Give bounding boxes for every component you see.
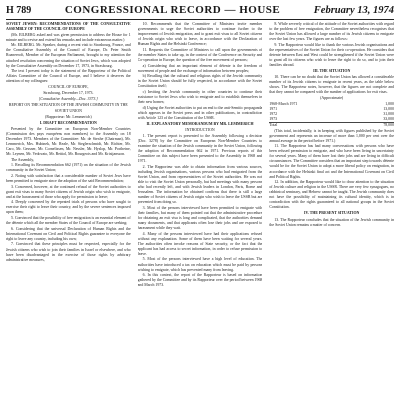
paragraph: (This total, incidentally, is in keeping with figures published by the Soviet government and represents an increase of more than 1,000 per cent over the annual average in the period before 1971.) [269, 128, 394, 143]
page-header [6, 4, 394, 18]
paragraph: Mr. EILBERG. Mr. Speaker, during a recent visit to Strasbourg, France, and the Consultative Assembly of the Council of Europe, Dr. Peter Smith Roaneeroft, Member of the European Parliament, brought to my attention the attached resolution concerning the situation of Soviet Jews, which was adopted by the Consultative Assembly on December 17, 1973, in Strasbourg. [6, 43, 131, 68]
section-heading: (Rapporteur: Mr. Lemmerich) [45, 114, 92, 119]
section-heading: III. THE SITUATION [313, 69, 351, 74]
paragraph: 8. While severely critical of the attitude of the Soviet authorities with regard to the problem of free emigration, the Committee nevertheless recognises that the Soviet Union has allowed a large number of its Jewish citizens to emigrate over the last few years. The figures are as follows: [269, 22, 394, 42]
paragraph: b) Recalling that the cultural and religious rights of the Jewish community in the Soviet Union should be fully respected, in accordance with the Soviet Constitution itself; [137, 74, 263, 89]
section-heading: II. EXPLANATORY MEMORANDUM BY MR. LEMMERICH [146, 121, 254, 126]
journal-title: CONGRESSIONAL RECORD — HOUSE [64, 4, 281, 16]
paragraph: 12. In addition, the Rapporteur would like to draw attention to the situation of Jewish culture and religion in the USSR. There are very few synagogues, no rabbinical seminary, and Hebrew cannot be taught. The Jewish community does not have the possibility of maintaining its cultural identity, which is in contradiction with the rights guaranteed to all national groups in the Soviet Constitution. [269, 180, 394, 210]
paragraph: 3. Concerned, however, at the continued refusal of the Soviet authorities to grant exit visas to many Soviet citizens of Jewish origin who wish to emigrate, and at the harassment of those who apply for permission to leave; [6, 184, 131, 199]
article-headline: SOVIET JEWRY: RECOMMENDATIONS OF THE CONSULTATIVE ASSEMBLY OF THE COUNCIL OF EUROPE [6, 22, 131, 32]
table-cell-count: 78,000 [383, 123, 394, 128]
paragraph: Presented by the Committee on European Non-Member Countries (Commission des pays européens non membres) to the Assembly on 18 December 1973. Members of the Committee: Mr. de Stexhe (Chairman), Mr. Lemmerich, Mrs. Hubinek, Mr. Reale, Mr. Sieglerschmidt, Mr. Richter, Mr. Caro, Mr. Gessner, Mr. Cornelissen, Mr. Nessler, Mr. Hyslop, Mr. Portheine, Mr. Leynen, Mr. Vedovato, Mr. Bettiol, Mr. Bourgeois and Mr. Kristjansson. [6, 126, 131, 156]
emigration-table-row [269, 117, 394, 122]
article-columns [6, 22, 394, 400]
paragraph: The Assembly, [11, 157, 35, 162]
table-cell-period: 1968-March 1971 [269, 102, 298, 107]
paragraph: 1. Recalling its Recommendation 662 (1971) on the situation of the Jewish community in the Soviet Union; [6, 163, 131, 173]
header-rule [6, 19, 394, 20]
table-cell-count: 1,000 [385, 102, 394, 107]
paragraph: 5. Most of the persons interviewed have a high level of education. The authorities have introduced a tax on education which must be paid by persons wishing to emigrate, which has prevented many from leaving. [137, 257, 263, 272]
table-cell-period: 1973 [269, 117, 278, 122]
table-cell-period: 1972 [269, 112, 278, 117]
paragraph: c) Inviting the Jewish community in other countries to continue their assistance to Soviet Jews who wish to emigrate and to establish themselves in their new homes; [137, 89, 263, 105]
paragraph: 10. Recommends that the Committee of Ministers invite member governments to urge the Soviet authorities to continue further to the improvement of Jewish emigration, and to grant exit visas to all Soviet citizens of Jewish origin who wish to leave, in accordance with the Declaration of Human Rights and the Helsinki Conference; [137, 22, 263, 47]
section-heading: [Consultative Assembly—Doc. 3373.] [38, 97, 98, 102]
table-cell-period: 1971 [269, 107, 278, 112]
column-2 [138, 22, 263, 400]
paragraph: 1. The present report is presented to the Assembly following a decision (Doc. 3278) by the Committee on European Non-Member Countries to examine the situation of the Jewish community in the Soviet Union, following the adoption of Recommendation 662 in 1971. Previous reports of this Committee on this subject have been presented to the Assembly in 1968 and 1971. [137, 133, 263, 164]
paragraph: (Mr. EILBERG asked and was given permission to address the House for 1 minute and to revise and extend his remarks and include extraneous matter.) [6, 32, 131, 42]
section-heading: IV. THE PRESENT SITUATION [304, 211, 360, 216]
issue-date: February 13, 1974 [313, 5, 394, 16]
section-heading: INTRODUCTION [185, 127, 215, 132]
page-number: H 789 [6, 5, 32, 16]
table-cell-count: 13,000 [383, 107, 394, 112]
paragraph: 11. The Rapporteur has had many conversations with persons who have been refused permission to emigrate, and who have been living in uncertainty for several years. Many of them have lost their jobs and are living in difficult circumstances. The Committee considers that an important step towards détente would be for the Soviet Union to adopt a more liberal policy on emigration, in accordance with the Helsinki final act and the International Covenant on Civil and Political Rights. [269, 144, 394, 179]
paragraph: The text I present today is the statement of the Rapporteur of the Political Affairs Committee of the Council of Europe, and I believe it deserves the attention of my colleagues: [6, 69, 131, 84]
paragraph: 2. Noting with satisfaction that a considerable number of Soviet Jews have been permitted to emigrate since the adoption of the said Recommendation; [6, 173, 131, 183]
table-cell-count: 33,000 [383, 117, 394, 122]
paragraph: 10. There can be no doubt that the Soviet Union has allowed a considerable number of its Jewish citizens to emigrate in recent years, as the table below shows. The Rapporteur notes, however, that the figures are not complete and that they cannot be compared with the number of applications for exit visas. [269, 75, 394, 95]
table-cell-period: Total [269, 123, 278, 128]
table-cell-count: 31,000 [383, 112, 394, 117]
section-heading: (Approximate) [320, 96, 344, 101]
paragraph: 11. Requests the Committee of Ministers to call upon the governments of the member States to take up, in the context of the Conference on Security and Co-operation in Europe, the question of the free movement of persons; [137, 47, 263, 62]
paragraph: 2. The Rapporteur was able to obtain information from various sources, including Jewish organisations, various persons who had emigrated from the Soviet Union, and from representatives of the Soviet authorities. He was not able to visit the Soviet Union personally, but had meetings with many persons who had recently left, and with Jewish leaders in London, Paris, Rome and Jerusalem. The information he obtained confirms that there is still a large number of Soviet citizens of Jewish origin who wish to leave the USSR but are prevented from doing so. [137, 164, 263, 205]
paragraph: 4. Many of the persons interviewed have had their applications refused without any explanation. Some of them have been waiting for several years. The authorities often invoke reasons of State security, or the fact that the applicant has had access to secret information, in order to refuse permission to leave. [137, 231, 263, 256]
paragraph: a) Considering that an important element of détente is the freedom of movement of people and the exchange of information between peoples; [137, 63, 263, 73]
paragraph: 13. The Rapporteur concludes that the situation of the Jewish community in the Soviet Union remains a matter of concern. [269, 217, 394, 227]
paragraph: 6. In this context, the report of the Rapporteur is based on information gathered by the Committee and by its Rapporteur over the period between 1968 and March 1973. [137, 273, 263, 288]
paragraph: 7. Convinced that these principles must be respected, especially for the Jewish citizens who wish to join their families in Israel or elsewhere, and who have been disadvantaged in the exercise of those rights by arbitrary administrative measures, [6, 242, 131, 262]
paragraph: 6. Considering that the universal Declaration of Human Rights and the International Covenant on Civil and Political Rights guarantee to everyone the right to leave any country, including his own; [6, 226, 131, 241]
section-heading: REPORT ON THE SITUATION OF THE JEWISH COMMUNITY IN THE SOVIET UNION [8, 103, 128, 113]
paragraph: 3. Most of the persons interviewed have been permitted to emigrate with their families, but many of them pointed out that the administrative procedure for obtaining an exit visa is long and complicated, that the authorities demand many documents, and that applicants often lose their jobs and are exposed to harassment while they wait. [137, 205, 263, 230]
paragraph: 4. Deeply concerned by the repeated trials of persons who have sought to exercise their right to leave their country, and by the severe sentences imposed upon them; [6, 200, 131, 215]
column-1 [6, 22, 131, 400]
emigration-table-row [269, 122, 394, 128]
paragraph: d) Urging the Soviet authorities to put an end to the anti-Semitic propaganda which appears in the Soviet press and in other publications, in contradiction with Article 123 of the Constitution of the USSR. [137, 105, 263, 120]
paragraph: 9. The Rapporteur would like to thank the various Jewish organisations and the representatives of the Soviet Union for their co-operation. He considers that detente between East and West could be strengthened if the Soviet Union were to grant all its citizens who wish to leave the right to do so, and to join their families abroad. [269, 42, 394, 67]
section-heading: COUNCIL OF EUROPE, [48, 85, 89, 90]
section-heading: I. DRAFT RECOMMENDATION [39, 120, 97, 125]
column-3 [269, 22, 394, 400]
paragraph: 5. Convinced that the possibility of free emigration is an essential element of the détente which all the member States of the Council of Europe are seeking; [6, 216, 131, 226]
section-heading: Strasbourg, December 17, 1973. [43, 91, 94, 96]
